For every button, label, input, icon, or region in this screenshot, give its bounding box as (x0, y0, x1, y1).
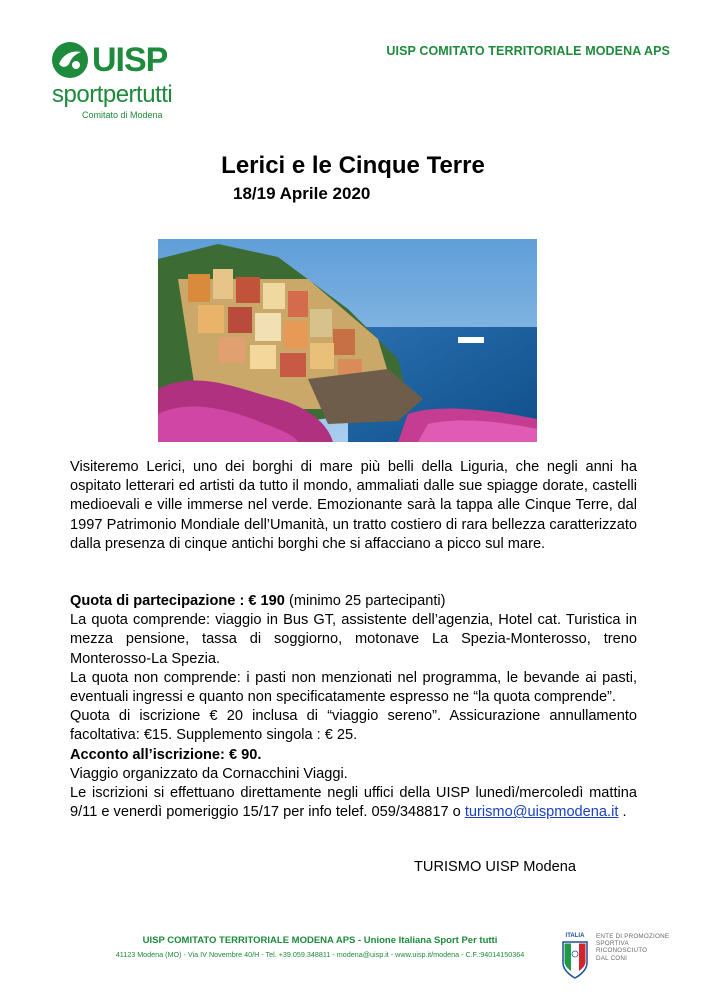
footer-organization: UISP COMITATO TERRITORIALE MODENA APS - Unione Italiana Sport Per tutti (142, 935, 498, 946)
uisp-logo-mark (50, 40, 190, 80)
uisp-logo (50, 40, 200, 125)
email-link[interactable]: turismo@uispmodena.it (464, 804, 619, 821)
description-paragraph (70, 458, 637, 554)
deposit-label: Acconto all’iscrizione: € 90. (70, 746, 262, 763)
event-date: 18/19 Aprile 2020 (233, 184, 371, 203)
contacts-text: Le iscrizioni si effettuano direttamente negli uffici della UISP lunedì/mercoledì mattina 9/11 e venerdì pomeriggio 15/17 per info telef. 059/348817 o (70, 785, 637, 821)
cinque-terre-photo (158, 239, 537, 442)
runner-icon (50, 40, 90, 80)
logo-comitato: Comitato di Modena (82, 110, 163, 120)
footer-address: 41123 Modena (MO) - Via IV Novembre 40/H - Tel. +39.059.348811 - modena@uisp.it - www.uisp.it/modena - C.F.:94014150364 (115, 950, 525, 959)
quota-note: (minimo 25 partecipanti) (284, 593, 446, 609)
quota-line (70, 592, 637, 611)
deposit-text (70, 746, 637, 765)
italia-label: ITALIA (565, 933, 585, 939)
organizer-text: Viaggio organizzato da Cornacchini Viaggi. (70, 765, 348, 782)
logo-uisp-word: UISP (92, 41, 168, 79)
header-organization: UISP COMITATO TERRITORIALE MODENA APS (386, 44, 670, 58)
contacts-paragraph (70, 784, 637, 822)
coni-badge (558, 932, 678, 982)
coni-ente-text: ENTE DI PROMOZIONE SPORTIVA RICONOSCIUTO DAL CONI (596, 933, 670, 962)
includes-text: La quota comprende: viaggio in Bus GT, assistente dell’agenzia, Hotel cat. Turistica in mezza pensione, tassa di soggiorno, motonave La Spezia-Monterosso, treno Monterosso-La Spezia. (70, 612, 637, 667)
contacts-end: . (618, 804, 627, 821)
excludes-text: La quota non comprende: i pasti non menzionati nel programma, le bevande ai pasti, eventuali ingressi e quanto non specificatamente espresso ne “la quota comprende”. (70, 669, 637, 706)
event-title: Lerici e le Cinque Terre (221, 152, 485, 179)
quota-label: Quota di partecipazione : € 190 (70, 593, 285, 609)
registration-text: Quota di iscrizione € 20 inclusa di “viaggio sereno”. Assicurazione annullamento facoltativa: €15. Supplemento singola : € 25. (70, 708, 637, 744)
pricing-section (70, 592, 637, 822)
coni-shield-icon (562, 941, 588, 979)
description-text: Visiteremo Lerici, uno dei borghi di mare più belli della Liguria, che negli anni ha ospitato letterari ed artisti da tutto il mondo, ammaliati dalle sue spiagge dorate, castelli medioevali e ville immerse nel verde. Emozionante sarà la tappa alle Cinque Terre, dal 1997 Patrimonio Mondiale dell’Umanità, un tratto costiero di rara bellezza caratterizzato dalla presenza di cinque antichi borghi che si affacciano a picco sul mare. (70, 459, 637, 552)
logo-tagline: sportpertutti (52, 81, 173, 108)
signature: TURISMO UISP Modena (414, 859, 576, 875)
